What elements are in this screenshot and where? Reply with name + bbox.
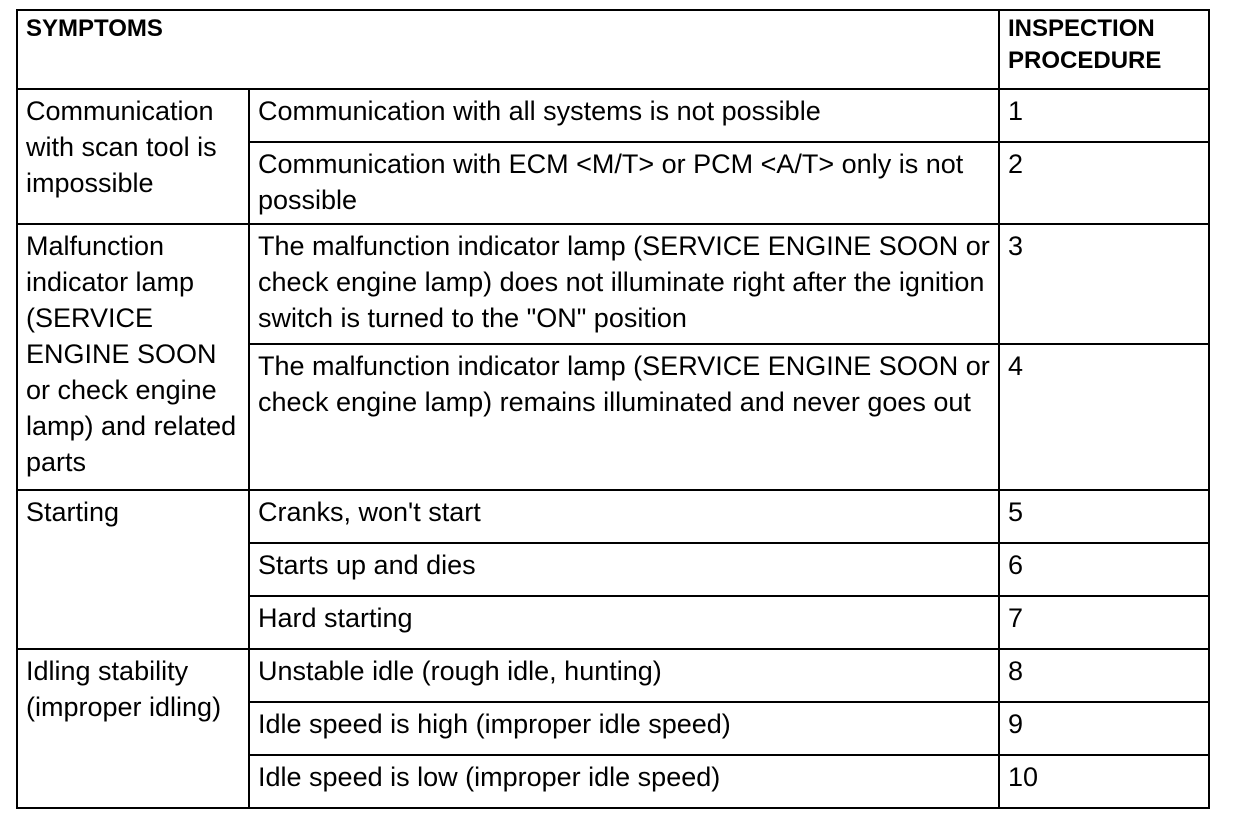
symptom-cell: Communication with ECM <M/T> or PCM <A/T> only is not possible (249, 142, 999, 224)
symptom-cell: Idle speed is low (improper idle speed) (249, 755, 999, 808)
symptom-cell: Cranks, won't start (249, 490, 999, 543)
header-symptoms: SYMPTOMS (17, 10, 999, 89)
table-row (17, 224, 1209, 344)
category-cell: Communication with scan tool is impossible (17, 89, 249, 224)
procedure-cell: 1 (999, 89, 1209, 142)
category-cell: Idling stability (improper idling) (17, 649, 249, 808)
symptom-cell: Unstable idle (rough idle, hunting) (249, 649, 999, 702)
symptom-cell: The malfunction indicator lamp (SERVICE ENGINE SOON or check engine lamp) does not illuminate right after the ignition switch is turned to the "ON" position (249, 224, 999, 344)
procedure-cell: 2 (999, 142, 1209, 224)
header-row (17, 10, 1209, 89)
symptom-cell: The malfunction indicator lamp (SERVICE ENGINE SOON or check engine lamp) remains illuminated and never goes out (249, 344, 999, 490)
symptoms-table (16, 9, 1210, 809)
procedure-cell: 9 (999, 702, 1209, 755)
symptom-cell: Hard starting (249, 596, 999, 649)
procedure-cell: 10 (999, 755, 1209, 808)
table-row (17, 490, 1209, 543)
table-row (17, 649, 1209, 702)
procedure-cell: 7 (999, 596, 1209, 649)
category-cell: Starting (17, 490, 249, 649)
header-inspection-procedure: INSPECTION PROCEDURE (999, 10, 1209, 89)
procedure-cell: 4 (999, 344, 1209, 490)
symptom-cell: Communication with all systems is not possible (249, 89, 999, 142)
symptom-cell: Starts up and dies (249, 543, 999, 596)
category-cell: Malfunction indicator lamp (SERVICE ENGINE SOON or check engine lamp) and related parts (17, 224, 249, 490)
procedure-cell: 6 (999, 543, 1209, 596)
procedure-cell: 5 (999, 490, 1209, 543)
procedure-cell: 3 (999, 224, 1209, 344)
table-row (17, 89, 1209, 142)
symptom-cell: Idle speed is high (improper idle speed) (249, 702, 999, 755)
procedure-cell: 8 (999, 649, 1209, 702)
